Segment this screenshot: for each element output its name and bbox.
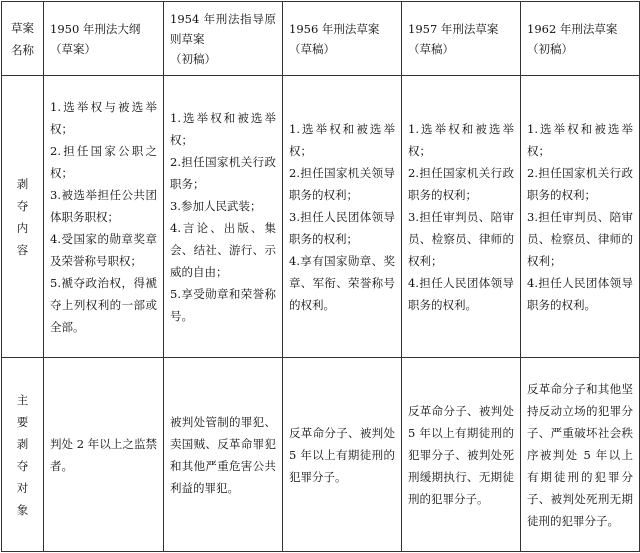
- list-item: 1.选举权和被选举权；: [170, 110, 276, 147]
- row-main-targets: [2, 358, 640, 552]
- list-item: 5.享受勋章和荣誉称号。: [170, 286, 276, 323]
- column-header-1956-title: 1956 年刑法草案: [289, 21, 380, 36]
- column-header-1950-note: （草案）: [50, 41, 96, 56]
- list-item: 1.选举权和被选举权；: [289, 121, 395, 158]
- target-cell-1956: [283, 358, 402, 552]
- list-item: 2.担任国家机关领导职务的权利；: [289, 165, 395, 202]
- column-header-1957: [402, 2, 521, 76]
- list-item: 1.选举权与被选举权；: [50, 99, 157, 136]
- column-header-1956: [283, 2, 402, 76]
- column-header-1962-title: 1962 年刑法草案: [527, 21, 618, 36]
- column-header-1962: [521, 2, 640, 76]
- column-header-1954-title: 1954 年刑法指导原则草案: [170, 11, 276, 46]
- row-header-char: 内: [16, 220, 29, 235]
- corner-header-line2: 名称: [11, 42, 34, 57]
- column-header-1957-title: 1957 年刑法草案: [408, 21, 499, 36]
- list-item: 3.担任审判员、陪审员、检察员、律师的权利；: [527, 209, 633, 268]
- column-header-1950-title: 1950 年刑法大纲: [50, 21, 141, 36]
- row-header-char: 主: [16, 392, 29, 407]
- column-header-1950: [44, 2, 164, 76]
- row-header-char: 夺: [16, 458, 29, 473]
- content-cell-1954: [164, 76, 283, 358]
- corner-header-cell: [2, 2, 44, 76]
- column-header-1957-note: （草稿）: [408, 41, 454, 56]
- list-item: 4.言论、出版、集会、结社、游行、示威的自由；: [170, 220, 276, 279]
- row-header-main-targets: [2, 358, 44, 552]
- row-header-char: 对: [16, 480, 29, 495]
- list-item: 1.选举权和被选举权；: [408, 121, 514, 158]
- list-item: 5.褫夺政治权，得褫夺上列权利的一部或全部。: [50, 275, 157, 334]
- row-header-char: 要: [16, 414, 29, 429]
- target-cell-1962: [521, 358, 640, 552]
- list-item: 2.担任国家机关行政职务的权利；: [527, 165, 633, 202]
- content-cell-1962: [521, 76, 640, 358]
- cell-text: 被判处管制的罪犯、卖国贼、反革命罪犯和其他严重危害公共利益的罪犯。: [170, 414, 276, 495]
- column-header-1954: [164, 2, 283, 76]
- row-deprivation-content: [2, 76, 640, 358]
- content-cell-1957: [402, 76, 521, 358]
- target-cell-1950: [44, 358, 164, 552]
- content-cell-1956: [283, 76, 402, 358]
- column-header-1962-note: （初稿）: [527, 41, 573, 56]
- list-item: 3.被选举担任公共团体职务职权；: [50, 187, 157, 224]
- cell-text: 反革命分子、被判处 5 年以上有期徒刑的犯罪分子。: [289, 425, 395, 484]
- list-item: 4.受国家的勋章奖章及荣誉称号职权；: [50, 231, 157, 268]
- list-item: 3.担任人民团体领导职务的权利；: [289, 209, 395, 246]
- corner-header-line1: 草案: [11, 20, 34, 35]
- row-header-char: 剥: [16, 176, 29, 191]
- list-item: 4.担任人民团体领导职务的权利。: [527, 275, 633, 312]
- cell-text: 反革命分子和其他坚持反动立场的犯罪分子、严重破坏社会秩序被判处 5 年以上有期徒刑的犯罪分子、被判处死刑无期徒刑的犯罪分子。: [527, 381, 633, 528]
- list-item: 2.担任国家公职之权；: [50, 143, 157, 180]
- cell-text: 判处 2 年以上之监禁者。: [50, 436, 157, 473]
- list-item: 3.担任审判员、陪审员、检察员、律师的权利；: [408, 209, 514, 268]
- column-header-1956-note: （草稿）: [289, 41, 335, 56]
- row-header-char: 夺: [16, 198, 29, 213]
- row-header-char: 容: [16, 242, 29, 257]
- cell-text: 反革命分子、被判处 5 年以上有期徒刑的犯罪分子、被判处死刑缓期执行、无期徒刑的犯罪分子。: [408, 403, 514, 506]
- header-row: [2, 2, 640, 76]
- list-item: 4.担任人民团体领导职务的权利。: [408, 275, 514, 312]
- list-item: 1.选举权和被选举权；: [527, 121, 633, 158]
- row-header-char: 剥: [16, 436, 29, 451]
- row-header-char: 象: [16, 502, 29, 517]
- row-header-deprivation-content: [2, 76, 44, 358]
- target-cell-1954: [164, 358, 283, 552]
- content-cell-1950: [44, 76, 164, 358]
- list-item: 3.参加人民武装；: [170, 198, 262, 213]
- deprivation-of-rights-table: [1, 1, 640, 552]
- list-item: 2.担任国家机关行政职务；: [170, 154, 276, 191]
- list-item: 4.享有国家勋章、奖章、军衔、荣誉称号的权利。: [289, 253, 395, 312]
- list-item: 2.担任国家机关行政职务的权利；: [408, 165, 514, 202]
- target-cell-1957: [402, 358, 521, 552]
- column-header-1954-note: （初稿）: [170, 51, 216, 66]
